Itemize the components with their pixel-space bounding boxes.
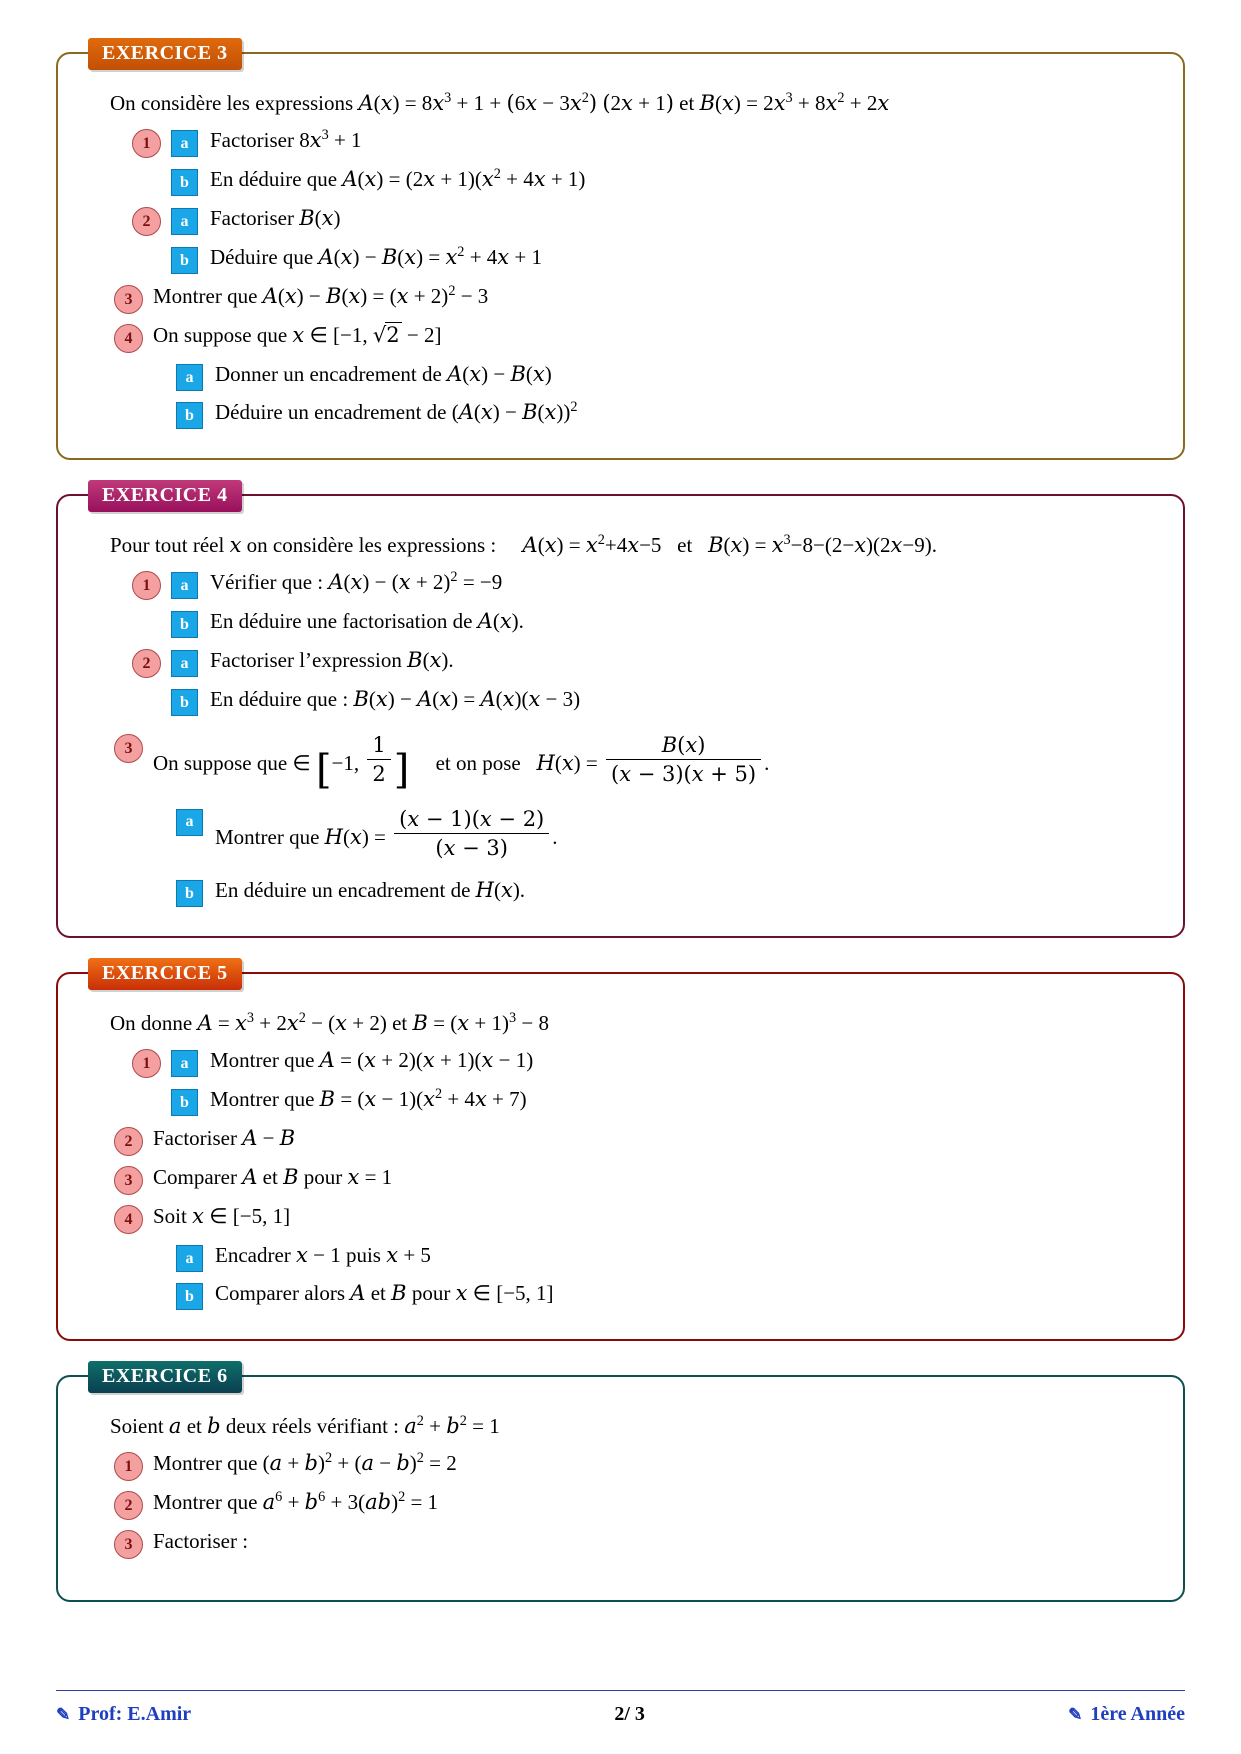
item-number: 4 (114, 324, 143, 353)
item-letter: a (176, 1245, 203, 1272)
item-letter: b (171, 247, 198, 274)
exercise-block-3 (56, 42, 1185, 460)
item (176, 876, 1157, 907)
page-footer (56, 1690, 1185, 1726)
item-number: 1 (114, 1452, 143, 1481)
item-text: Factoriser B(x) (210, 206, 341, 230)
item (176, 398, 1157, 429)
item-number: 3 (114, 734, 143, 763)
item-text: Factoriser l’expression B(x). (210, 648, 454, 672)
item-number: 2 (132, 649, 161, 678)
item-text: En déduire que $A(x) = (2x + 1)(x^2 + 4x + 1)$ (210, 166, 586, 191)
item-text: Factoriser $8x^3 + 1$ (210, 127, 362, 152)
item (176, 1279, 1157, 1310)
item (114, 731, 1157, 794)
item (114, 1488, 1157, 1520)
footer-author: Prof: E.Amir (78, 1703, 192, 1725)
item (132, 646, 1157, 678)
item-number: 3 (114, 1530, 143, 1559)
item-letter: b (171, 169, 198, 196)
item-text: Montrer que $a^6 + b^6 + 3(ab)^2 = 1$ (153, 1489, 439, 1515)
item (132, 165, 1157, 197)
item-number: 2 (114, 1491, 143, 1520)
exercise-5-statement: On donne $A = x^3 + 2x^2 - (x + 2)$ et $B = (x + 1)^3 - 8$ (110, 1010, 549, 1036)
item-number (132, 246, 161, 275)
item-text: Encadrer x − 1 puis x + 5 (215, 1243, 431, 1268)
item-letter: a (171, 650, 198, 677)
item (114, 1163, 1157, 1195)
item-text: On suppose que ∈ [−1, $\frac{1}{2}$ ] et on pose H(x) = $\frac{B(x)}{(x - 3)(x + 5)}$ . (153, 733, 770, 794)
item-text: Montrer que $B = (x - 1)(x^2 + 4x + 7)$ (210, 1086, 527, 1112)
exercise-tag-5: EXERCICE 5 (88, 958, 242, 990)
item-number: 2 (132, 207, 161, 236)
item-text: En déduire que : B(x) − A(x) = A(x)(x − 3) (210, 687, 581, 711)
item (176, 1241, 1157, 1272)
item-number (132, 610, 161, 639)
item-number (132, 1088, 161, 1117)
item-letter: a (176, 364, 203, 391)
item (132, 607, 1157, 639)
item-number: 1 (132, 1049, 161, 1078)
item (176, 360, 1157, 391)
item-text: Montrer que H(x) = $\frac{(x - 1)(x - 2)}{(x - 3)}$ . (215, 806, 558, 861)
item-number: 2 (114, 1127, 143, 1156)
item-letter: b (171, 611, 198, 638)
item-text: On suppose que x ∈ [−1, √2 − 2] (153, 323, 442, 347)
item-letter: b (176, 880, 203, 907)
pencil-icon: ✎ (56, 1704, 71, 1724)
footer-left (56, 1703, 191, 1726)
exercise-tag-6: EXERCICE 6 (88, 1361, 242, 1393)
item-text: Montrer que A = (x + 2)(x + 1)(x − 1) (210, 1048, 534, 1073)
item (114, 282, 1157, 314)
item-text: Déduire un encadrement de $(A(x) - B(x))^2$ (215, 399, 578, 424)
footer-right (1068, 1703, 1185, 1726)
item-text: Montrer que $(a + b)^2 + (a - b)^2 = 2$ (153, 1450, 457, 1476)
exercise-block-6 (56, 1365, 1185, 1602)
item-text: Factoriser A − B (153, 1126, 296, 1151)
item-number: 3 (114, 1166, 143, 1195)
item (114, 1449, 1157, 1481)
exercise-tag-4: EXERCICE 4 (88, 480, 242, 512)
footer-level: 1ère Année (1090, 1703, 1185, 1725)
item-text: Soit x ∈ [−5, 1] (153, 1204, 291, 1229)
item-number (132, 688, 161, 717)
item (114, 1124, 1157, 1156)
item-letter: b (171, 1089, 198, 1116)
exercise-4-statement: Pour tout réel x on considère les expressions : $A(x) = x^2+4x-5$ et $B(x) = x^3-8-(2-x)(2x-9)$. (110, 532, 937, 557)
item (132, 568, 1157, 600)
item-number: 1 (132, 571, 161, 600)
item-text: Comparer alors A et B pour x ∈ [−5, 1] (215, 1281, 554, 1306)
item-text: Déduire que $A(x) - B(x) = x^2 + 4x + 1$ (210, 244, 542, 269)
item-text: Factoriser : (153, 1529, 249, 1554)
item (114, 321, 1157, 353)
item-number: 4 (114, 1205, 143, 1234)
item-letter: a (176, 809, 203, 836)
item-letter: b (176, 402, 203, 429)
item-text: En déduire une factorisation de A(x). (210, 609, 524, 633)
item-letter: a (171, 1050, 198, 1077)
item-letter: b (176, 1283, 203, 1310)
item-number: 1 (132, 129, 161, 158)
exercise-block-5 (56, 962, 1185, 1341)
item (114, 1202, 1157, 1234)
exercise-block-4 (56, 484, 1185, 938)
item (132, 204, 1157, 236)
item-letter: a (171, 130, 198, 157)
item-text: Montrer que $A(x) - B(x) = (x + 2)^2 - 3$ (153, 283, 489, 308)
exercise-6-statement: Soient a et b deux réels vérifiant : $a^2 + b^2 = 1$ (110, 1413, 500, 1439)
item-letter: a (171, 572, 198, 599)
item-number: 3 (114, 285, 143, 314)
item (114, 1527, 1157, 1559)
item-letter: b (171, 689, 198, 716)
exercise-3-statement: On considère les expressions $A(x) = 8x^3 + 1 + (6x - 3x^2) (2x + 1)$ et $B(x) = 2x^3 + 8x^2 + 2x$ (110, 90, 890, 115)
item (132, 1046, 1157, 1078)
item-text: Vérifier que : $A(x) - (x + 2)^2 = -9$ (210, 569, 503, 594)
exercise-tag-3: EXERCICE 3 (88, 38, 242, 70)
item (132, 685, 1157, 717)
item-text: En déduire un encadrement de H(x). (215, 878, 526, 903)
item (132, 126, 1157, 158)
item-number (132, 168, 161, 197)
item-letter: a (171, 208, 198, 235)
footer-page-number: 2/ 3 (614, 1703, 645, 1725)
pencil-icon: ✎ (1068, 1704, 1083, 1724)
item (176, 805, 1157, 863)
item (132, 1085, 1157, 1117)
item-text: Comparer A et B pour x = 1 (153, 1165, 393, 1190)
item (132, 243, 1157, 275)
item-text: Donner un encadrement de A(x) − B(x) (215, 362, 552, 386)
